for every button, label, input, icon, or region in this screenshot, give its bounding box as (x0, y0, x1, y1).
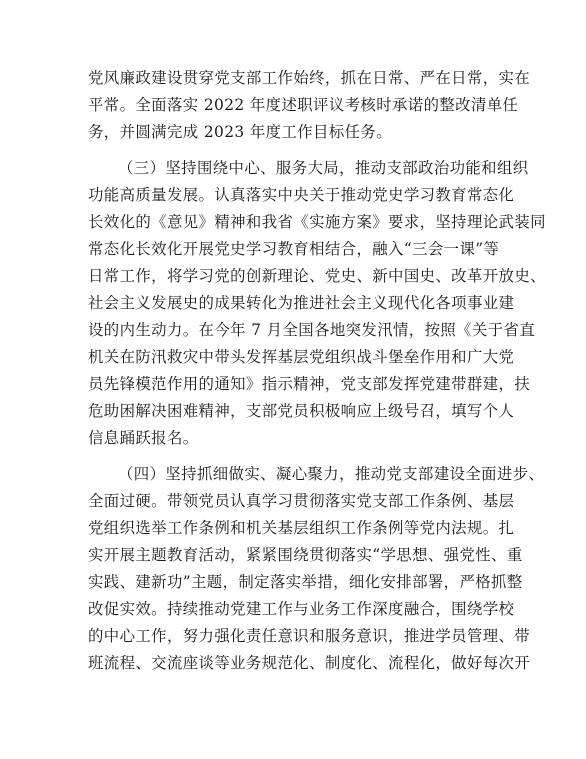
text-line: 员先锋模范作用的通知》指示精神，党支部发挥党建带群建，扶 (88, 375, 531, 393)
text-line: 信息踊跃报名。 (88, 429, 199, 447)
text-line: 党组织选举工作条例和机关基层组织工作条例等党内法规。扎 (88, 519, 515, 537)
section-heading-line: （四）坚持抓细做实、凝心聚力，推动党支部建设全面进步、 (118, 465, 545, 483)
text-line: 机关在防汛救灾中带头发挥基层党组织战斗堡垒作用和广大党 (88, 348, 515, 366)
text-line: 实践、建新功”主题，制定落实举措，细化安排部署，严格抓整 (88, 573, 523, 591)
text-line: 务，并圆满完成 2023 年度工作目标任务。 (88, 123, 393, 141)
text-line: 社会主义发展史的成果转化为推进社会主义现代化各项事业建 (88, 294, 515, 312)
text-line: 全面过硬。带领党员认真学习贯彻落实党支部工作条例、基层 (88, 492, 515, 510)
text-line: 班流程、交流座谈等业务规范化、制度化、流程化，做好每次开 (88, 654, 531, 672)
text-line: 的中心工作，努力强化责任意识和服务意识，推进学员管理、带 (88, 627, 531, 645)
section-heading-line: （三）坚持围绕中心、服务大局，推动支部政治功能和组织 (118, 159, 529, 177)
text-line: 长效化的《意见》精神和我省《实施方案》要求，坚持理论武装同 (88, 213, 546, 231)
text-line: 常态化长效化开展党史学习教育相结合，融入“三会一课”等 (88, 240, 500, 258)
text-line: 党风廉政建设贯穿党支部工作始终，抓在日常、严在日常，实在 (88, 69, 531, 87)
text-line: 实开展主题教育活动，紧紧围绕贯彻落实“学思想、强党性、重 (88, 546, 523, 564)
text-line: 日常工作，将学习党的创新理论、党史、新中国史、改革开放史、 (88, 267, 546, 285)
text-line: 设的内生动力。在今年 7 月全国各地突发汛情，按照《关于省直 (88, 321, 536, 339)
document-page (88, 65, 546, 677)
text-line: 危助困解决困难精神，支部党员积极响应上级号召，填写个人 (88, 402, 515, 420)
text-line: 改促实效。持续推动党建工作与业务工作深度融合，围绕学校 (88, 600, 515, 618)
text-line: 功能高质量发展。认真落实中央关于推动党史学习教育常态化 (88, 186, 515, 204)
text-line: 平常。全面落实 2022 年度述职评议考核时承诺的整改清单任 (88, 96, 519, 114)
